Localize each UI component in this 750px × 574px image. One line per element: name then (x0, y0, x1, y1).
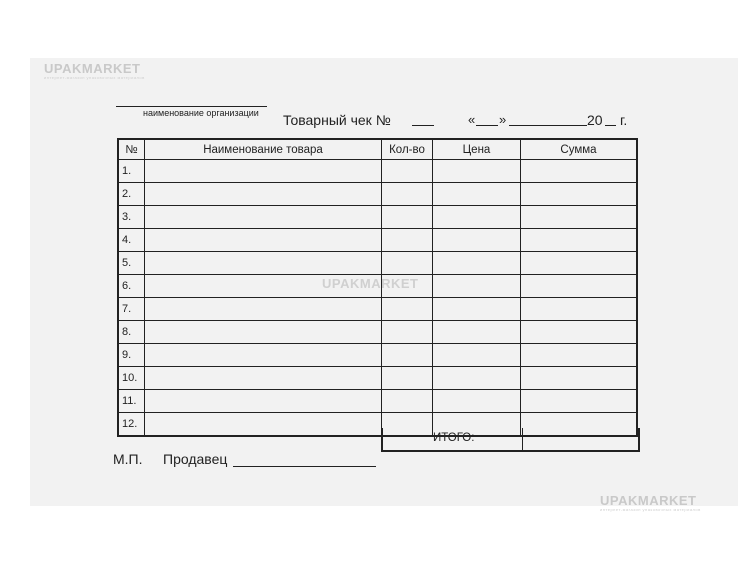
product-cell (145, 160, 382, 183)
row-number: 10. (118, 367, 145, 390)
day-line (476, 125, 498, 126)
quantity-cell (382, 183, 433, 206)
sum-cell (521, 229, 638, 252)
table-row (118, 390, 637, 413)
price-cell (433, 321, 521, 344)
table-row (118, 252, 637, 275)
sum-cell (521, 160, 638, 183)
product-cell (145, 321, 382, 344)
column-header-price: Цена (433, 139, 521, 160)
table-row (118, 367, 637, 390)
sum-cell (521, 275, 638, 298)
seller-signature-line (233, 466, 376, 467)
product-cell (145, 252, 382, 275)
row-number: 2. (118, 183, 145, 206)
org-name-line (116, 106, 267, 107)
row-number: 7. (118, 298, 145, 321)
price-cell (433, 298, 521, 321)
column-header-number: № (118, 139, 145, 160)
price-cell (433, 275, 521, 298)
row-number: 9. (118, 344, 145, 367)
row-number: 1. (118, 160, 145, 183)
sum-cell (521, 321, 638, 344)
watermark-logo-top-left: UPAKMARKET интернет-магазин упаковочных материалов (44, 61, 145, 80)
quantity-cell (382, 252, 433, 275)
row-number: 12. (118, 413, 145, 437)
sum-cell (521, 344, 638, 367)
price-cell (433, 160, 521, 183)
product-cell (145, 344, 382, 367)
org-name-caption: наименование организации (143, 108, 259, 118)
seller-label: Продавец (163, 451, 228, 467)
sum-cell (521, 390, 638, 413)
product-cell (145, 413, 382, 437)
watermark-logo-bottom-right: UPAKMARKET интернет-магазин упаковочных материалов (600, 493, 701, 512)
total-divider (522, 428, 523, 450)
table-row (118, 298, 637, 321)
quantity-cell (382, 390, 433, 413)
row-number: 5. (118, 252, 145, 275)
date-close-quote: » (499, 112, 507, 127)
product-cell (145, 298, 382, 321)
sum-cell (521, 252, 638, 275)
product-cell (145, 206, 382, 229)
price-cell (433, 390, 521, 413)
month-line (509, 125, 587, 126)
receipt-number-line (412, 125, 434, 126)
price-cell (433, 229, 521, 252)
column-header-quantity: Кол-во (382, 139, 433, 160)
product-cell (145, 183, 382, 206)
goods-table (117, 138, 638, 437)
quantity-cell (382, 275, 433, 298)
sum-cell (521, 183, 638, 206)
quantity-cell (382, 206, 433, 229)
table-row (118, 321, 637, 344)
quantity-cell (382, 321, 433, 344)
quantity-cell (382, 160, 433, 183)
stamp-place-label: М.П. (113, 451, 143, 467)
sum-cell (521, 367, 638, 390)
date-open-quote: « (468, 112, 476, 127)
table-row (118, 344, 637, 367)
sum-cell (521, 206, 638, 229)
total-row (381, 428, 640, 452)
table-row (118, 183, 637, 206)
row-number: 6. (118, 275, 145, 298)
row-number: 3. (118, 206, 145, 229)
watermark-logo-center: UPAKMARKET (322, 276, 419, 291)
product-cell (145, 367, 382, 390)
quantity-cell (382, 344, 433, 367)
price-cell (433, 367, 521, 390)
quantity-cell (382, 229, 433, 252)
price-cell (433, 183, 521, 206)
sum-cell (521, 298, 638, 321)
quantity-cell (382, 367, 433, 390)
receipt-title: Товарный чек № (283, 112, 391, 128)
year-prefix: 20 (587, 112, 603, 128)
product-cell (145, 229, 382, 252)
product-cell (145, 275, 382, 298)
year-suffix: г. (620, 112, 628, 128)
row-number: 11. (118, 390, 145, 413)
column-header-sum: Сумма (521, 139, 638, 160)
table-row (118, 275, 637, 298)
total-label: ИТОГО: (433, 432, 475, 444)
column-header-product: Наименование товара (145, 139, 382, 160)
price-cell (433, 344, 521, 367)
year-line (605, 125, 616, 126)
row-number: 4. (118, 229, 145, 252)
table-row (118, 229, 637, 252)
product-cell (145, 390, 382, 413)
row-number: 8. (118, 321, 145, 344)
table-header-row (118, 139, 637, 160)
table-row (118, 206, 637, 229)
table-row (118, 160, 637, 183)
price-cell (433, 252, 521, 275)
quantity-cell (382, 298, 433, 321)
price-cell (433, 206, 521, 229)
